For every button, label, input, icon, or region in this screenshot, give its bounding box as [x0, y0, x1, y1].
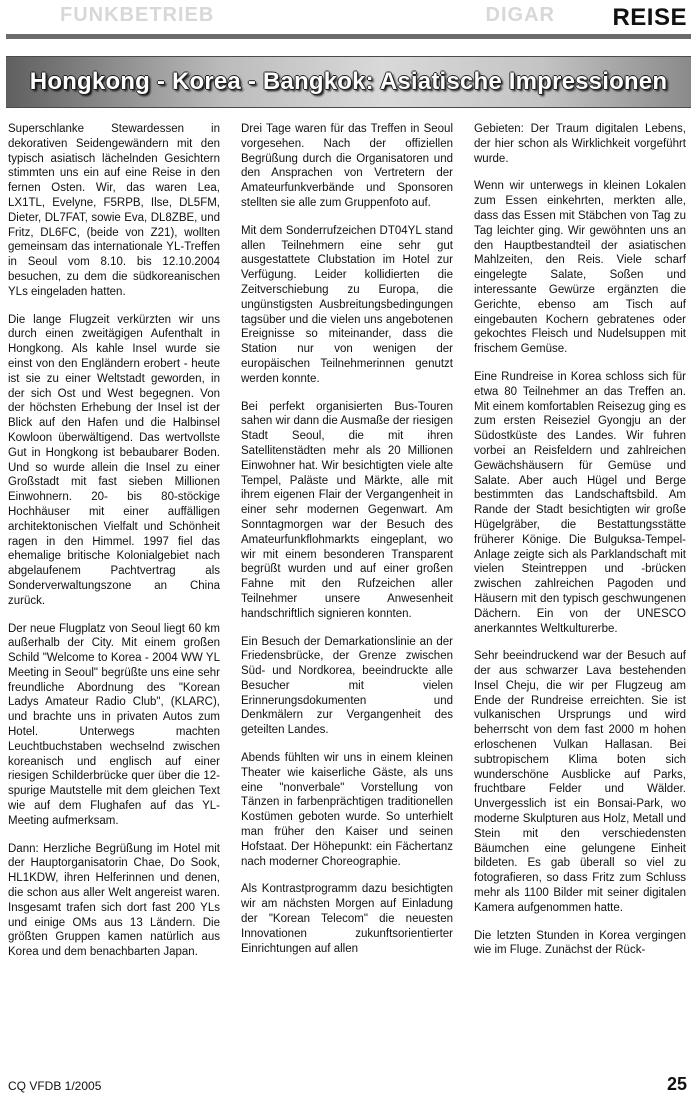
article-title: Hongkong - Korea - Bangkok: Asiatische Impressionen	[29, 68, 668, 95]
paragraph: Als Kontrastprogramm dazu besichtigten wir am nächsten Morgen auf Einladung der "Korean Telecom" die neuesten Innovationen zukunftsorientierter Einrichtungen auf allen	[241, 883, 453, 955]
paragraph: Eine Rundreise in Korea schloss sich für etwa 80 Teilnehmer an das Treffen an. Mit einem komfortablen Reisezug ging es zum ersten Reiseziel Gyongju an der Südostküste des Landes. Wir fuhren vorbei an Reisfeldern und zahlreichen Gewächshäusern für Gemüse und Salate. Aber auch Hügel und Berge bestimmten das Landschaftsbild. Am Rande der Stadt besichtigten wir große Hügelgräber, die Bestattungsstätte früherer Könige. Die Bulguksa-Tempel-Anlage zeigte sich als Parklandschaft mit vielen Steintreppen und -brücken zwischen zahlreichen Pagoden und Häusern mit den typisch geschwungenen Dächern. Ein von der UNESCO anerkanntes Weltkulturerbe.	[474, 370, 686, 635]
header-rule	[6, 34, 691, 39]
text-column-1	[8, 122, 220, 1064]
faded-header-right: DIGAR	[485, 4, 555, 26]
paragraph: Der neue Flugplatz von Seoul liegt 60 km außerhalb der City. Mit einem großen Schild "Welcome to Korea - 2004 WW YL Meeting in Seoul" begrüßte uns eine sehr freundliche Abordnung des "Korean Ladys Amateur Radio Club", (KLARC), und brachte uns in privaten Autos zum Hotel. Unterwegs machten Leuchtbuchstaben wechselnd zwischen koreanisch und englisch auf einer riesigen Schilderbrücke quer über die 12-spurige Mautstelle mit dem gleichen Text wie auf dem Flughafen auf das YL-Meeting aufmerksam.	[8, 622, 220, 827]
paragraph: Ein Besuch der Demarkationslinie an der Friedensbrücke, der Grenze zwischen Süd- und Nordkorea, beeindruckte alle Besucher mit vielen Erinnerungsdokumenten und Denkmälern zur Vergangenheit des geteilten Landes.	[241, 635, 453, 737]
paragraph: Sehr beeindruckend war der Besuch auf der aus schwarzer Lava bestehenden Insel Cheju, die wir per Flugzeug am Ende der Rundreise erreichten. Sie ist vulkanischen Ursprungs und wird beherrscht von dem fast 2000 m hohen erloschenen Vulkan Hallasan. Bei subtropischem Klima boten sich wunderschöne Ausblicke auf Parks, fruchtbare Felder und Wälder. Unvergesslich ist ein Bonsai-Park, wo moderne Skulpturen aus Holz, Metall und Stein mit den verschiedensten Bäumchen eine gelungene Einheit bildeten. Es gab überall so viel zu fotografieren, so dass Fritz zum Schluss mehr als 1100 Bilder mit seiner digitalen Kamera aufgenommen hatte.	[474, 650, 686, 914]
paragraph: Abends fühlten wir uns in einem kleinen Theater wie kaiserliche Gäste, als uns eine "nonverbale" Vorstellung von Tänzen in farbenprächtigen traditionellen Kostümen geboten wurde. So unterhielt man früher den Kaiser und seinen Hofstaat. Der Höhepunkt: ein Fächertanz nach moderner Choreographie.	[241, 752, 453, 868]
page-number: 25	[666, 1074, 687, 1094]
paragraph: Die letzten Stunden in Korea vergingen wie im Fluge. Zunächst der Rück-	[474, 929, 686, 957]
paragraph: Die lange Flugzeit verkürzten wir uns durch einen zweitägigen Aufenthalt in Hongkong. Als kahle Insel wurde sie einst von den Engländern erobert - heute ist sie zu einer Weltstadt geworden, in der sich Ost und West begegnen. Von der höchsten Erhebung der Insel ist der Blick auf den Hafen und die Halbinsel Kowloon überwältigend. Das wertvollste Gut in Hongkong ist bebaubarer Boden. Und so wurde allein die Insel zu einer Großstadt mit fast sieben Millionen Einwohnern. 20- bis 80-stöckige Hochhäuser mit einer auffälligen architektonischen Vielfalt und Schönheit ragen in den Himmel. 1997 fiel das ehemalige britische Kolonialgebiet nach abgelaufenem Pachtvertrag als Sonderverwaltungszone an China zurück.	[8, 313, 220, 607]
paragraph: Mit dem Sonderrufzeichen DT04YL stand allen Teilnehmern eine sehr gut ausgestattete Clubstation im Hotel zur Verfügung. Leider kollidierten die Zeitverschiebung zu Europa, die ungünstigsten Ausbreitungsbedingungen tagsüber und die vielen uns angebotenen Ereignisse so miteinander, dass die Station nur von wenigen der europäischen Teilnehmerinnen genutzt werden konnte.	[241, 224, 453, 385]
paragraph: Dann: Herzliche Begrüßung im Hotel mit der Hauptorganisatorin Chae, Do Sook, HL1KDW, ihren Helferinnen und denen, die schon aus aller Welt angereist waren. Insgesamt trafen sich dort fast 200 YLs und einige OMs aus 13 Ländern. Die größten Gruppen kamen natürlich aus Korea und dem benachbarten Japan.	[8, 842, 220, 959]
paragraph: Superschlanke Stewardessen in dekorativen Seidengewändern mit den typisch asiatisch lächelnden Gesichtern stimmten uns ein auf eine Reise in den fernen Osten. Wir, das waren Lea, LX1TL, Evelyne, F5RPB, Ilse, DL5FM, Dieter, DL7FAT, sowie Eva, DL8ZBE, und Fritz, DL6FC, (beide von Z21), wollten gemeinsam das internationale YL-Treffen in Seoul vom 8.10. bis 12.10.2004 besuchen, zu dem die südkoreanischen YLs eingeladen hatten.	[8, 123, 220, 298]
paragraph: Wenn wir unterwegs in kleinen Lokalen zum Essen einkehrten, merkten alle, dass das Essen mit Stäbchen von Tag zu Tag leichter ging. Wir gewöhnten uns an den Hauptbestandteil der asiatischen Mahlzeiten, den Reis. Viele scharf eingelegte Salate, Soßen und interessante Gewürze ergänzten die Gerichte, ebenso am Tisch auf eingebauten Kochern gebratenes oder gekochtes Fleisch und Nudelsuppen mit frischem Gemüse.	[474, 180, 686, 356]
faded-header-bleed	[60, 4, 555, 28]
text-column-2	[241, 122, 453, 1064]
paragraph: Bei perfekt organisierten Bus-Touren sahen wir dann die Ausmaße der riesigen Stadt Seoul, die mit ihren Satellitenstädten mehr als 20 Millionen Einwohner hat. Wir besichtigten viele alte Tempel, Paläste und Märkte, alle mit ihrem eigenen Flair der Vergangenheit in einer sehr modernen Gegenwart. Am Sonntagmorgen war der Besuch des Amateurfunkflohmarkts eingeplant, wo wir mit einem besonderen Transparent begrüßt wurden und auf einer großen Fahne mit den Rufzeichen aller Teilnehmer unsere Anwesenheit handschriftlich signieren konnten.	[241, 400, 453, 620]
article-body	[8, 122, 691, 1064]
paragraph: Drei Tage waren für das Treffen in Seoul vorgesehen. Nach der offiziellen Begrüßung durch die Organisatoren und den Ansprachen von Vertretern der Amateurfunkverbände und Sponsoren stellten sie alle zum Gruppenfoto auf.	[241, 123, 453, 209]
section-label: REISE	[612, 4, 687, 31]
text-column-3	[474, 122, 686, 1064]
faded-header-left: FUNKBETRIEB	[60, 4, 215, 26]
magazine-issue: CQ VFDB 1/2005	[8, 1079, 102, 1093]
paragraph: Gebieten: Der Traum digitalen Lebens, der hier schon als Wirklichkeit vorgeführt wurde.	[474, 123, 686, 165]
title-banner	[6, 56, 691, 108]
